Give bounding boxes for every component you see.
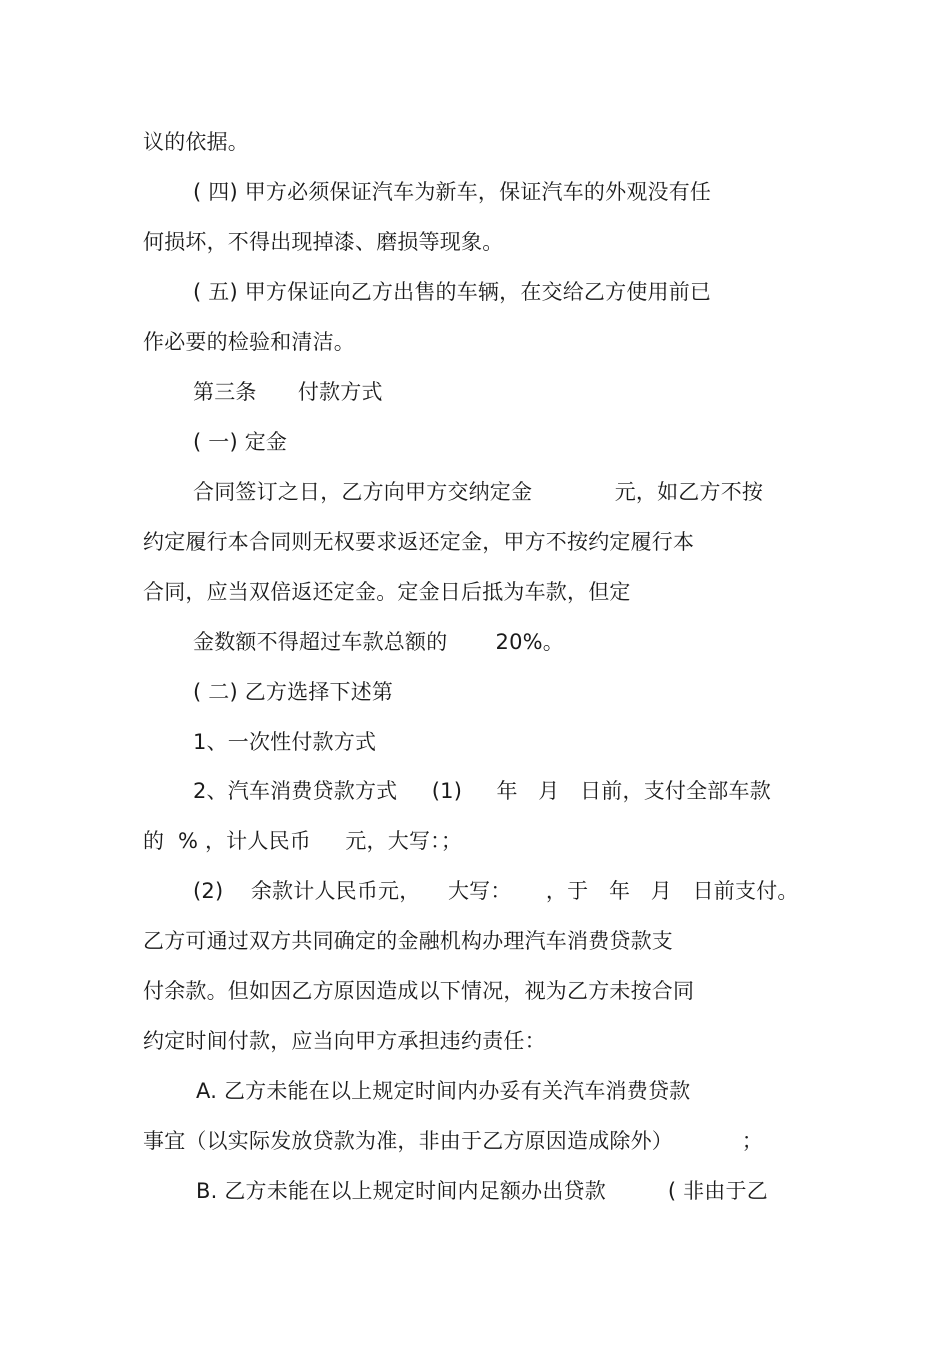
text-line: ( 一) 定金	[193, 430, 288, 454]
text-line: 事宜（以实际发放贷款为准，非由于乙方原因造成除外） ；	[143, 1129, 763, 1153]
article-heading: 第三条 付款方式	[193, 380, 383, 404]
text-line: 议的依据。	[143, 130, 249, 154]
text-line: 金数额不得超过车款总额的 20%。	[193, 630, 565, 654]
text-line: 约定时间付款，应当向甲方承担违约责任：	[143, 1029, 546, 1053]
text-line: 1、一次性付款方式	[193, 730, 377, 754]
text-line: ( 二) 乙方选择下述第	[193, 680, 394, 704]
text-line: ( 四) 甲方必须保证汽车为新车，保证汽车的外观没有任	[193, 180, 712, 204]
text-line: ( 五) 甲方保证向乙方出售的车辆，在交给乙方使用前已	[193, 280, 712, 304]
text-line: 的 % ，计人民币 元，大写：；	[143, 829, 463, 853]
text-line: 合同签订之日，乙方向甲方交纳定金 元，如乙方不按	[193, 480, 764, 504]
text-line: (2) 余款计人民币元， 大写： ，于 年 月 日前支付。	[193, 879, 799, 903]
text-line: 约定履行本合同则无权要求返还定金，甲方不按约定履行本	[143, 530, 695, 554]
text-line: A. 乙方未能在以上规定时间内办妥有关汽车消费贷款	[196, 1079, 691, 1103]
text-line: 合同，应当双倍返还定金。定金日后抵为车款，但定	[143, 580, 631, 604]
text-line: 乙方可通过双方共同确定的金融机构办理汽车消费贷款支	[143, 929, 673, 953]
text-line: 2、汽车消费贷款方式 (1) 年 月 日前，支付全部车款	[193, 779, 771, 803]
text-line: 作必要的检验和清洁。	[143, 330, 355, 354]
text-line: B. 乙方未能在以上规定时间内足额办出贷款 ( 非由于乙	[196, 1179, 768, 1203]
text-line: 何损坏，不得出现掉漆、磨损等现象。	[143, 230, 504, 254]
text-line: 付余款。但如因乙方原因造成以下情况，视为乙方未按合同	[143, 979, 695, 1003]
